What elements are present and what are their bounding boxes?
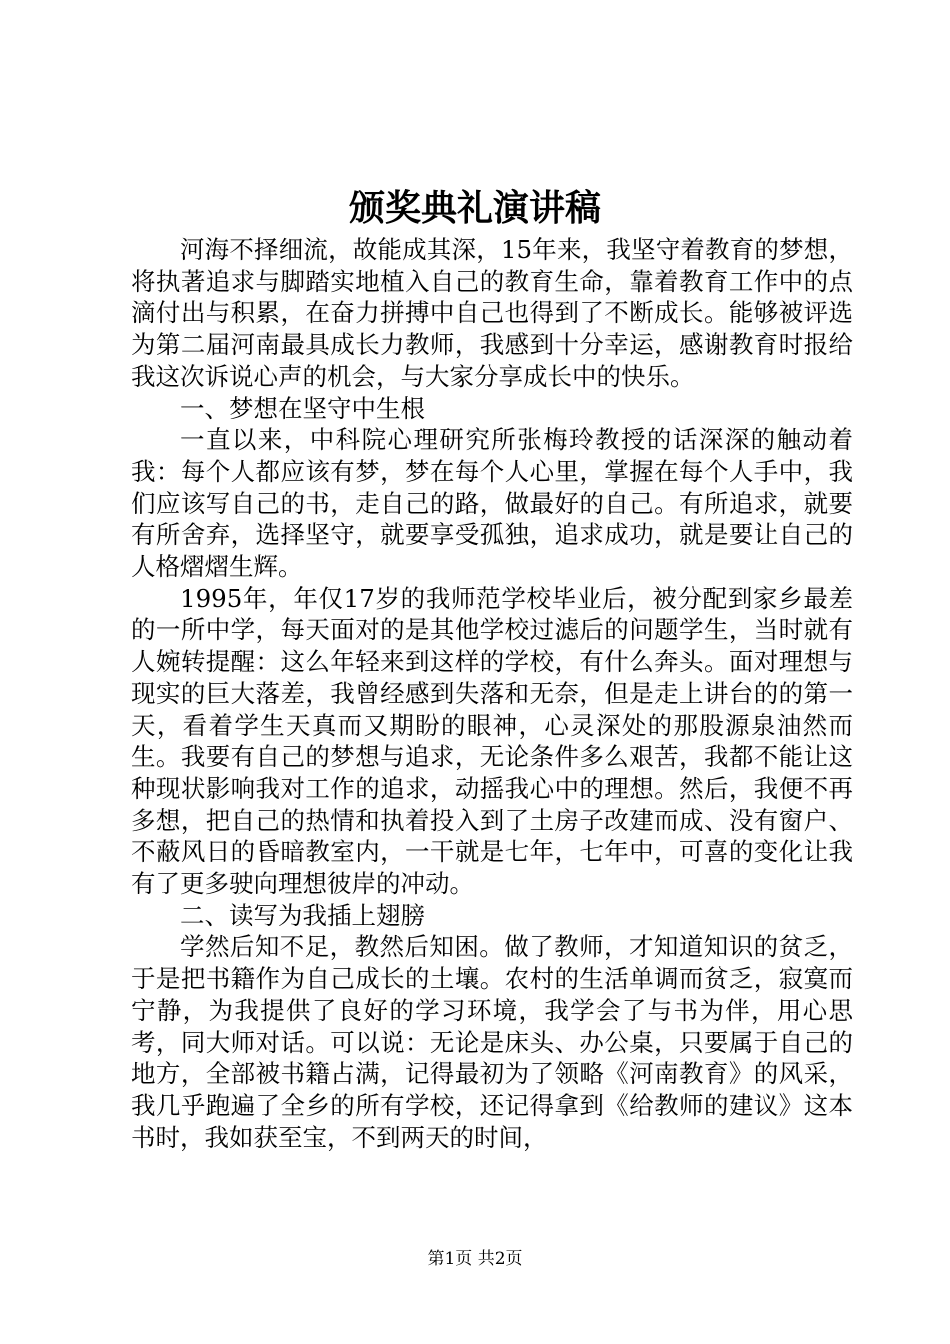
paragraph-intro: 河海不择细流，故能成其深，15年来，我坚守着教育的梦想，将执著追求与脚踏实地植入自己的教育生命，靠着教育工作中的点滴付出与积累，在奋力拼搏中自己也得到了不断成长。能够被评选为第二届河南最具成长力教师，我感到十分幸运，感谢教育时报给我这次诉说心声的机会，与大家分享成长中的快乐。: [131, 235, 853, 391]
paragraph-reading: 学然后知不足，教然后知困。做了教师，才知道知识的贫乏，于是把书籍作为自己成长的土壤。农村的生活单调而贫乏，寂寞而宁静，为我提供了良好的学习环境，我学会了与书为伴，用心思考，同大师对话。可以说：无论是床头、办公桌，只要属于自己的地方，全部被书籍占满，记得最初为了领略《河南教育》的风采，我几乎跑遍了全乡的所有学校，还记得拿到《给教师的建议》这本书时，我如获至宝，不到两天的时间，: [131, 932, 853, 1152]
page-footer: 第1页 共2页: [427, 1249, 523, 1269]
document-title: 颁奖典礼演讲稿: [348, 187, 601, 229]
section-heading-reading: 二、读写为我插上翅膀: [180, 900, 425, 930]
section-heading-dream: 一、梦想在坚守中生根: [180, 393, 425, 423]
paragraph-dream-quote: 一直以来，中科院心理研究所张梅玲教授的话深深的触动着我：每个人都应该有梦，梦在每个人心里，掌握在每个人手中，我们应该写自己的书，走自己的路，做最好的自己。有所追求，就要有所舍弃，选择坚守，就要享受孤独，追求成功，就是要让自己的人格熠熠生辉。: [131, 425, 853, 582]
paragraph-1995: 1995年，年仅17岁的我师范学校毕业后，被分配到家乡最差的一所中学，每天面对的是其他学校过滤后的问题学生，当时就有人婉转提醒：这么年轻来到这样的学校，有什么奔头。面对理想与现实的巨大落差，我曾经感到失落和无奈，但是走上讲台的的第一天，看着学生天真而又期盼的眼神，心灵深处的那股源泉油然而生。我要有自己的梦想与追求，无论条件多么艰苦，我都不能让这种现状影响我对工作的追求，动摇我心中的理想。然后，我便不再多想，把自己的热情和执着投入到了土房子改建而成、没有窗户、不蔽风日的昏暗教室内，一干就是七年，七年中，可喜的变化让我有了更多驶向理想彼岸的冲动。: [131, 583, 853, 899]
document-body: [131, 234, 853, 1153]
